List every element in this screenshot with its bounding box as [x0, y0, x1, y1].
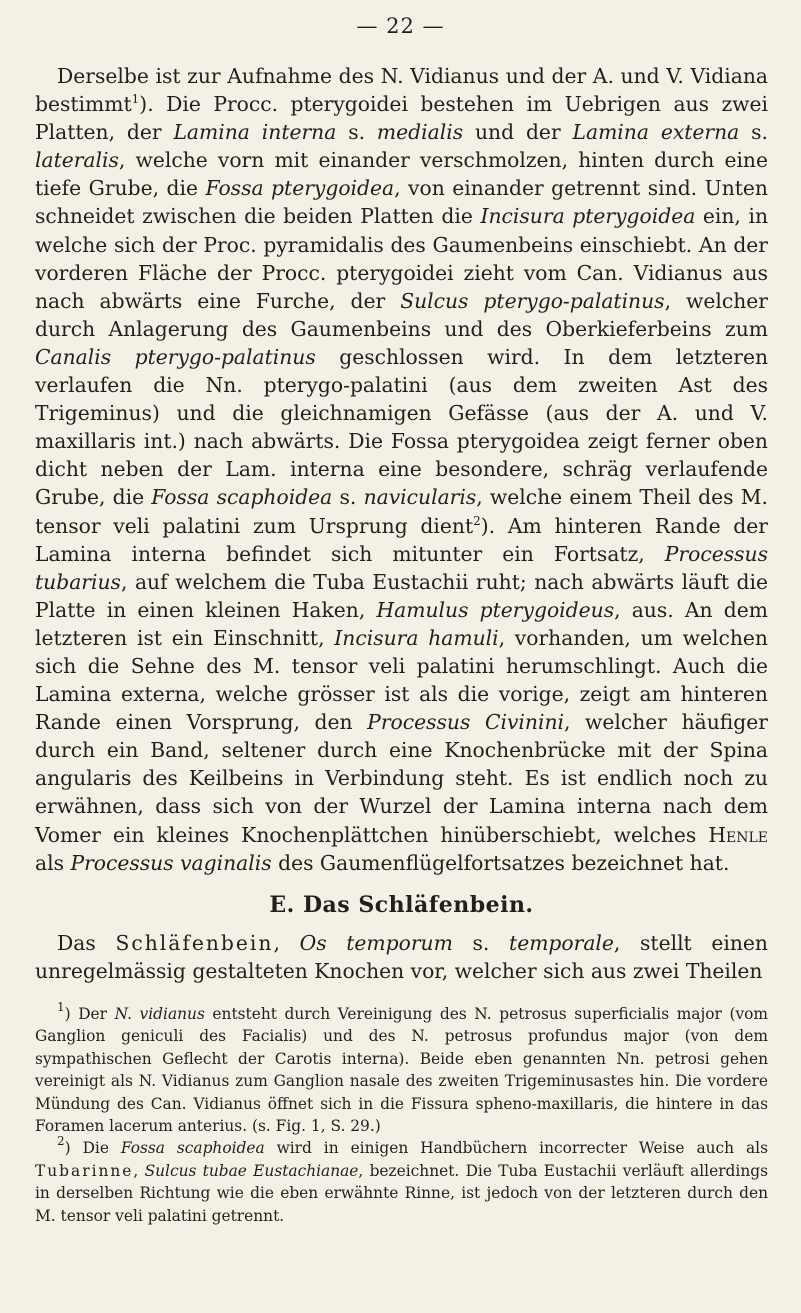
- italic-term: lateralis: [35, 148, 119, 173]
- italic-term: Processus Civinini: [367, 710, 564, 735]
- italic-term: Processus vaginalis: [70, 850, 272, 875]
- italic-term: Sulcus tubae Eustachianae: [144, 1161, 359, 1180]
- italic-term: Fossa pterygoidea: [205, 176, 395, 201]
- footnote-marker: 2: [473, 513, 481, 528]
- text-run: , welche vorn mit einander verschmolzen, hinten durch eine tiefe Grube, die: [35, 148, 768, 201]
- italic-term: temporale: [509, 930, 614, 955]
- paragraph-pterygoid-process: [35, 62, 768, 877]
- text-run: , welche einem Theil des M. tensor veli palatini zum Ursprung dient: [35, 485, 768, 538]
- text-run: wird in einigen Handbüchern incorrecter Weise auch als: [264, 1139, 768, 1158]
- italic-term: Os temporum: [299, 930, 453, 955]
- text-run: als: [35, 850, 71, 875]
- italic-term: Sulcus pterygo-palatinus: [400, 288, 665, 313]
- text-run: s.: [739, 120, 768, 145]
- text-run: Derselbe ist zur Aufnahme des N. Vidianus und der A. und V. Vidiana bestimmt: [35, 64, 768, 117]
- italic-term: medialis: [376, 120, 464, 145]
- spaced-term: Tubarinne: [35, 1161, 134, 1180]
- page-number: — 22 —: [356, 14, 445, 38]
- italic-term: Incisura pterygoidea: [480, 204, 696, 229]
- footnotes: [35, 1000, 769, 1227]
- text-run: entsteht durch Vereinigung des N. petrosus superficialis major (vom Ganglion geniculi des Facialis) und des N. petrosus profundus major (von dem sympathischen Geflecht der Carotis interna). Beide eben genannten Nn. petrosi gehen vereinigt als N. Vidianus zum Ganglion nasale des zweiten Trigeminusastes hin. Die vordere Mündung des Can. Vidianus öffnet sich in die Fissura spheno-maxillaris, die hintere in das Foramen lacerum anterius. (s. Fig. 1, S. 29.): [35, 1005, 769, 1136]
- text-run: , vorhanden, um welchen sich die Sehne des M. tensor veli palatini herumschlingt. Auch die Lamina externa, welche grösser ist als die vorige, zeigt am hinteren Rande einen Vorsprung, den: [35, 625, 768, 735]
- text-run: , aus. An dem letzteren ist ein Einschnitt,: [35, 597, 768, 650]
- text-run: ) Die: [64, 1139, 121, 1158]
- section-heading: E. Das Schläfenbein.: [269, 891, 534, 918]
- text-run: ein, in welche sich der Proc. pyramidalis des Gaumenbeins einschiebt. An der vorderen Fläche der Procc. pterygoidei zieht vom Can. Vidianus aus nach abwärts eine Furche, der: [35, 204, 769, 313]
- text-run: ) Der: [64, 1005, 115, 1023]
- text-run: s.: [336, 120, 377, 145]
- text-run: , auf welchem die Tuba Eustachii ruht; nach abwärts läuft die Platte in einen kleinen Haken,: [35, 569, 768, 622]
- text-run: des Gaumenflügelfortsatzes bezeichnet hat.: [271, 850, 730, 875]
- footnote-2: [35, 1134, 768, 1227]
- footnote-1: [35, 1000, 769, 1137]
- text-run: , welcher durch Anlagerung des Gaumenbeins und des Oberkieferbeins zum: [35, 288, 768, 341]
- text-run: , von einander getrennt sind. Unten schneidet zwischen die beiden Platten die: [35, 176, 768, 229]
- text-run: geschlossen wird. In dem letzteren verlaufen die Nn. pterygo-palatini (aus dem zweiten Ast des Trigeminus) und die gleichnamigen Gefässe (aus der A. und V. maxillaris int.) nach abwärts. Die Fossa pterygoidea zeigt ferner oben dicht neben der Lam. interna eine besondere, schräg verlaufende Grube, die: [35, 344, 769, 510]
- text-run: , stellt einen unregelmässig gestalteten Knochen vor, welcher sich aus zwei Theilen: [35, 930, 768, 983]
- italic-term: Lamina interna: [173, 120, 337, 145]
- text-run: ). Am hinteren Rande der Lamina interna befindet sich mitunter ein Fortsatz,: [35, 513, 768, 566]
- author-name: Henle: [708, 822, 768, 847]
- text-run: , welcher häufiger durch ein Band, seltener durch eine Knochenbrücke mit der Spina angularis des Keilbeins in Verbindung steht. Es ist endlich noch zu erwähnen, dass sich von der Wurzel der Lamina interna nach dem Vomer ein kleines Knochenplättchen hinüberschiebt, welches: [35, 710, 768, 847]
- text-run: s.: [452, 930, 510, 955]
- footnote-marker: 2: [57, 1134, 65, 1149]
- italic-term: Hamulus pterygoideus: [376, 597, 615, 622]
- italic-term: Processus tubarius: [35, 541, 768, 594]
- text-run: , bezeichnet. Die Tuba Eustachii verläuft allerdings in derselben Richtung wie die eben erwähnte Rinne, ist jedoch von der letzteren durch den M. tensor veli palatini getrennt.: [35, 1161, 768, 1225]
- footnote-marker: 1: [131, 92, 140, 107]
- text-run: Das: [57, 930, 116, 955]
- text-run: s.: [332, 485, 364, 510]
- italic-term: Fossa scaphoidea: [120, 1139, 265, 1158]
- italic-term: Canalis pterygo-palatinus: [35, 344, 316, 369]
- italic-term: N. vidianus: [114, 1005, 205, 1023]
- text-run: ,: [273, 930, 300, 955]
- text-run: und der: [463, 120, 573, 145]
- text-run: ). Die Procc. pterygoidei bestehen im Uebrigen aus zwei Platten, der: [35, 92, 768, 145]
- main-text: [35, 62, 768, 985]
- italic-term: Lamina externa: [572, 120, 740, 145]
- italic-term: Fossa scaphoidea: [151, 485, 333, 510]
- paragraph-temporal-bone: [35, 929, 768, 985]
- text-run: ,: [133, 1161, 145, 1180]
- italic-term: navicularis: [363, 485, 477, 510]
- italic-term: Incisura hamuli: [334, 625, 499, 650]
- spaced-term: Schläfenbein: [115, 930, 274, 955]
- footnote-marker: 1: [57, 1000, 65, 1014]
